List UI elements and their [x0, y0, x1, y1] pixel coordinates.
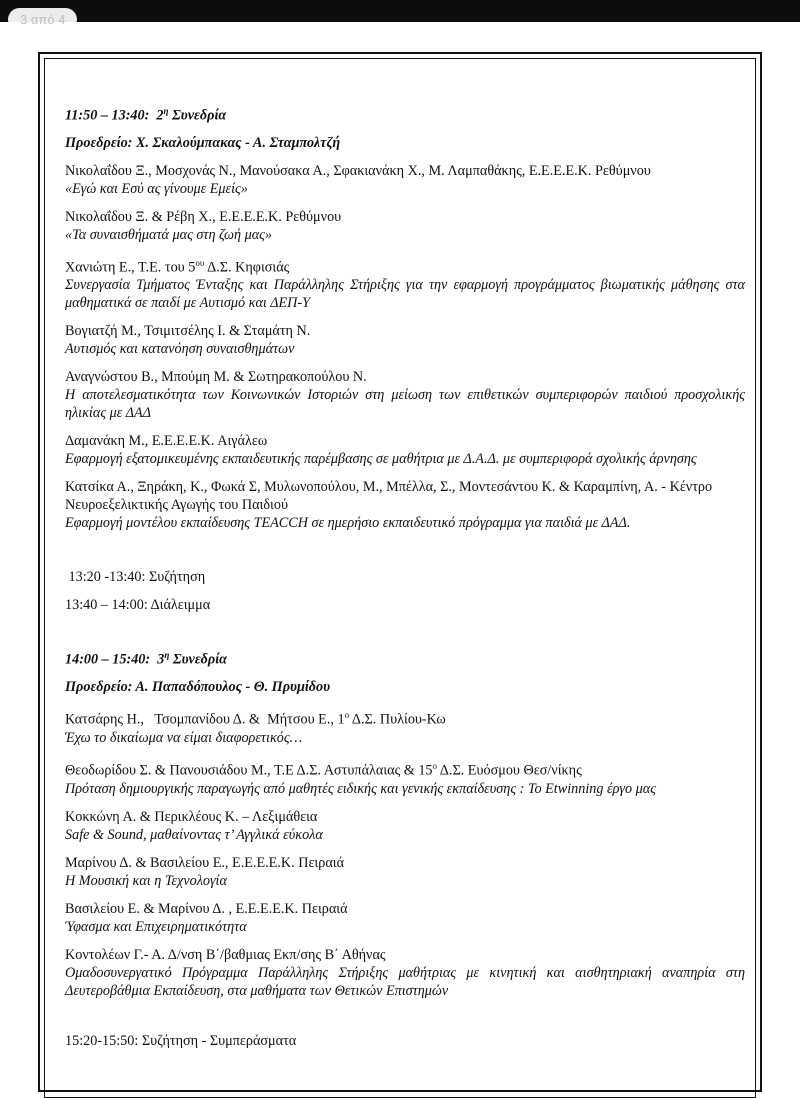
spacer [65, 624, 745, 646]
entry-authors-pre: Θεοδωρίδου Σ. & Πανουσιάδου Μ., Τ.Ε Δ.Σ. Αστυπάλαιας & 15 [65, 762, 433, 779]
spacer [65, 542, 745, 568]
session-3-heading [65, 646, 745, 669]
session-2-heading [65, 102, 745, 125]
session-3-label: Συνεδρία [172, 652, 228, 669]
list-item [65, 854, 745, 890]
list-item [65, 478, 745, 532]
list-item [65, 162, 745, 198]
list-item [65, 208, 745, 244]
entry-authors-sup: ο [432, 760, 438, 771]
session-3-chairs: Προεδρείο: Α. Παπαδόπουλος - Θ. Πρυμίδου [65, 679, 331, 696]
entry-authors-post: Δ.Σ. Ευόσμου Θεσ/νίκης [437, 762, 582, 779]
entry-title: Έχω το δικαίωμα να είμαι διαφορετικός… [65, 729, 303, 746]
page-indicator: 3 από 4 [8, 8, 77, 31]
list-item [65, 900, 745, 936]
entry-title: «Τα συναισθήματά μας στη ζωή μας» [65, 226, 273, 243]
session-2-chairs: Προεδρείο: Χ. Σκαλούμπακας - Α. Σταμπολτζή [65, 134, 341, 151]
entry-authors-pre: Κατσάρης Η., Τσομπανίδου Δ. & Μήτσου Ε., 1 [65, 711, 345, 728]
entry-authors: Κοκκώνη Α. & Περικλέους Κ. – Λεξιμάθεια [65, 808, 318, 825]
entry-authors [65, 706, 745, 729]
entry-title: Ύφασμα και Επιχειρηματικότητα [65, 918, 247, 935]
entry-authors-post: Δ.Σ. Κηφισιάς [204, 259, 290, 276]
session-3-discussion: 15:20-15:50: Συζήτηση - Συμπεράσματα [65, 1032, 297, 1049]
session-3-time: 14:00 – 15:40: [65, 652, 151, 669]
session-2-break: 13:40 – 14:00: Διάλειμμα [65, 597, 211, 614]
entry-authors-sup: ου [195, 257, 205, 268]
entry-authors [65, 757, 745, 780]
session-2-time: 11:50 – 13:40: [65, 107, 150, 124]
list-item [65, 368, 745, 422]
list-item [65, 322, 745, 358]
entry-authors: Δαμανάκη Μ., Ε.Ε.Ε.Ε.Κ. Αιγάλεω [65, 433, 268, 450]
entry-authors: Κατσίκα Α., Ξηράκη, Κ., Φωκά Σ, Μυλωνοπούλου, Μ., Μπέλλα, Σ., Μοντεσάντου Κ. & Καραμπίνη, Α. - Κέντρο Νευροεξελικτικής Αγωγής του Παιδιού [65, 479, 713, 514]
document-body [65, 102, 745, 1060]
entry-title: Εφαρμογή εξατομικευμένης εκπαιδευτικής παρέμβασης σε μαθήτρια με Δ.Α.Δ. με συμπεριφορά σχολικής άρνησης [65, 451, 697, 468]
entry-title: Αυτισμός και κατανόηση συναισθημάτων [65, 341, 295, 358]
entry-title: Πρόταση δημιουργικής παραγωγής από μαθητές ειδικής και γενικής εκπαίδευσης : Το Etwinning έργο μας [65, 780, 656, 797]
entry-authors-pre: Χανιώτη Ε., Τ.Ε. του 5 [65, 259, 196, 276]
entry-title: Safe & Sound, μαθαίνοντας τ’ Αγγλικά εύκολα [65, 826, 323, 843]
entry-authors: Μαρίνου Δ. & Βασιλείου Ε., Ε.Ε.Ε.Ε.Κ. Πειραιά [65, 854, 345, 871]
list-item [65, 254, 745, 313]
list-item [65, 432, 745, 468]
session-3-number-sup: η [164, 650, 170, 661]
entry-title: Η αποτελεσματικότητα των Κοινωνικών Ιστοριών στη μείωση των επιθετικών συμπεριφορών παιδιού προσχολικής ηλικίας με ΔΑΔ [65, 387, 745, 422]
list-item [65, 757, 745, 798]
entry-authors: Βογιατζή Μ., Τσιμιτσέλης Ι. & Σταμάτη Ν. [65, 323, 311, 340]
entry-title: Η Μουσική και η Τεχνολογία [65, 872, 227, 889]
entry-authors: Νικολαΐδου Ξ., Μοσχονάς Ν., Μανούσακα Α., Σφακιανάκη Χ., Μ. Λαμπαθάκης, Ε.Ε.Ε.Ε.Κ. Ρεθύμνου [65, 162, 651, 179]
spacer [65, 1010, 745, 1032]
list-item [65, 946, 745, 1000]
session-2-label: Συνεδρία [172, 107, 227, 124]
entry-authors-post: Δ.Σ. Πυλίου-Κω [349, 711, 446, 728]
entry-authors: Κοντολέων Γ.- Α. Δ/νση Β΄/βαθμιας Εκπ/σης Β΄ Αθήνας [65, 946, 386, 963]
session-2-discussion: 13:20 -13:40: Συζήτηση [65, 569, 206, 586]
entry-authors [65, 254, 745, 277]
entry-authors: Βασιλείου Ε. & Μαρίνου Δ. , Ε.Ε.Ε.Ε.Κ. Πειραιά [65, 900, 348, 917]
entry-title: Εφαρμογή μοντέλου εκπαίδευσης TEACCH σε ημερήσιο εκπαιδευτικό πρόγραμμα για παιδιά με ΔΑΔ. [65, 515, 631, 532]
list-item [65, 706, 745, 747]
entry-title: Ομαδοσυνεργατικό Πρόγραμμα Παράλληλης Στήριξης μαθήτριας με κινητική και αισθητηριακή αναπηρία στη Δευτεροβάθμια Εκπαίδευση, στα μαθήματα των Θετικών Επιστημών [65, 964, 745, 999]
session-3-number: 3 [157, 652, 165, 669]
entry-authors: Αναγνώστου Β., Μπούμη Μ. & Σωτηρακοπούλου Ν. [65, 369, 367, 386]
session-2-number-sup: η [163, 106, 169, 116]
entry-authors: Νικολαΐδου Ξ. & Ρέβη Χ., Ε.Ε.Ε.Ε.Κ. Ρεθύμνου [65, 208, 342, 225]
viewer-top-bar [0, 0, 800, 22]
entry-title: Συνεργασία Τμήματος Ένταξης και Παράλληλης Στήριξης για την εφαρμογή προγράμματος βιωματικής μάθησης στα μαθηματικά σε παιδί με Αυτισμό και ΔΕΠ-Υ [65, 277, 745, 312]
session-2-number: 2 [156, 107, 164, 124]
entry-title: «Εγώ και Εσύ ας γίνουμε Εμείς» [65, 180, 248, 197]
entry-authors-sup: ο [344, 710, 350, 721]
list-item [65, 808, 745, 844]
